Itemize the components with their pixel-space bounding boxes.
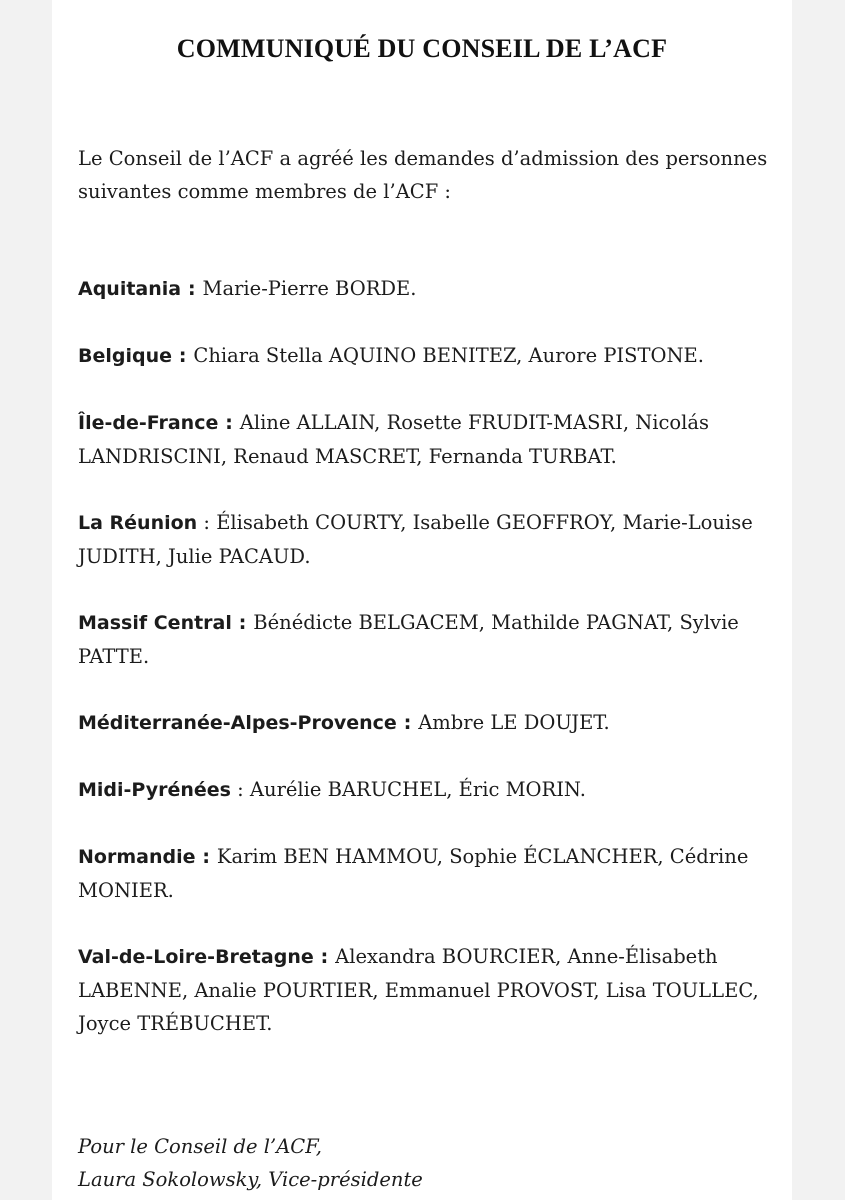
region-separator: : (396, 711, 419, 734)
region-members: Ambre LE DOUJET. (418, 711, 610, 734)
region-separator: : (218, 411, 240, 434)
region-separator: : (195, 845, 217, 868)
signature-line-name: Laura Sokolowsky, Vice-présidente (78, 1168, 423, 1191)
region-members: Élisabeth COURTY, Isabelle GEOFFROY, Marie-Louise JUDITH, Julie PACAUD. (78, 511, 753, 568)
region-ile-de-france (78, 406, 778, 473)
region-separator: : (231, 611, 254, 634)
document-page (52, 0, 792, 1200)
intro-paragraph: Le Conseil de l’ACF a agréé les demandes d’admission des personnes suivantes comme membres de l’ACF : (78, 147, 768, 203)
region-members: Aurélie BARUCHEL, Éric MORIN. (249, 778, 586, 801)
region-name: Massif Central (78, 612, 232, 634)
region-name: Île-de-France (78, 412, 219, 434)
region-aquitania (78, 272, 778, 306)
region-members: Karim BEN HAMMOU, Sophie ÉCLANCHER, Cédrine MONIER. (78, 845, 749, 902)
region-massif-central (78, 606, 778, 673)
region-normandie (78, 840, 778, 907)
region-name: La Réunion (78, 512, 198, 534)
region-name: Belgique (78, 345, 173, 367)
region-midi-pyrenees (78, 773, 778, 807)
region-mediterranee-alpes-provence (78, 706, 778, 740)
region-separator: : (230, 778, 250, 801)
region-name: Midi-Pyrénées (78, 779, 231, 801)
signature (78, 1130, 778, 1196)
region-name: Aquitania (78, 278, 182, 300)
region-name: Normandie (78, 846, 196, 868)
region-separator: : (181, 277, 203, 300)
region-members: Aline ALLAIN, Rosette FRUDIT-MASRI, Nicolás LANDRISCINI, Renaud MASCRET, Fernanda TURBAT. (78, 411, 710, 468)
region-members: Bénédicte BELGACEM, Mathilde PAGNAT, Sylvie PATTE. (78, 611, 739, 668)
page-title: COMMUNIQUÉ DU CONSEIL DE L’ACF (176, 34, 668, 63)
region-members: Marie-Pierre BORDE. (202, 277, 417, 300)
region-belgique (78, 339, 778, 373)
region-la-reunion (78, 506, 778, 573)
region-members: Chiara Stella AQUINO BENITEZ, Aurore PISTONE. (193, 344, 704, 367)
region-members: Alexandra BOURCIER, Anne-Élisabeth LABENNE, Analie POURTIER, Emmanuel PROVOST, Lisa TOULLEC, Joyce TRÉBUCHET. (78, 945, 759, 1035)
region-val-de-loire-bretagne (78, 940, 778, 1040)
signature-line-council: Pour le Conseil de l’ACF, (78, 1135, 322, 1158)
region-name: Val-de-Loire-Bretagne (78, 946, 314, 968)
region-separator: : (172, 344, 194, 367)
region-separator: : (313, 945, 336, 968)
region-list (78, 272, 778, 1073)
region-name: Méditerranée-Alpes-Provence (78, 712, 397, 734)
region-separator: : (197, 511, 217, 534)
